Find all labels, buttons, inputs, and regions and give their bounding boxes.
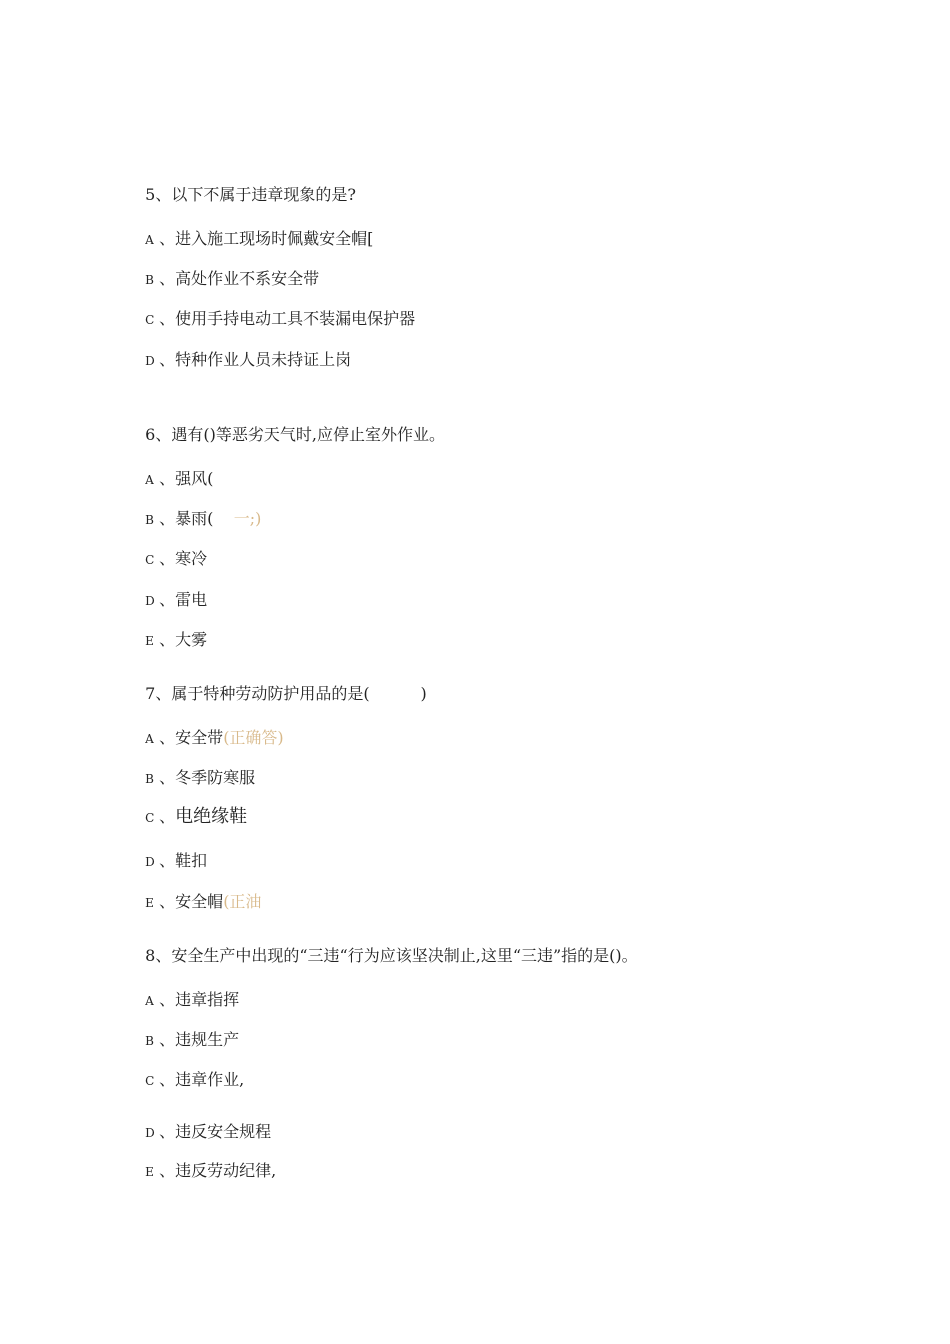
question-8-option-d[interactable] bbox=[135, 1102, 271, 1143]
question-6-option-c[interactable] bbox=[135, 529, 207, 570]
question-number: 5 bbox=[145, 185, 156, 204]
option-text: 安全帽 bbox=[175, 892, 224, 911]
question-5-stem bbox=[135, 165, 356, 205]
answer-annotation: (正油 bbox=[223, 892, 262, 911]
question-5-option-c[interactable] bbox=[135, 289, 415, 330]
option-text: 暴雨( bbox=[175, 509, 214, 528]
option-text: 雷电 bbox=[175, 590, 208, 609]
option-letter: C bbox=[145, 313, 155, 327]
option-letter: B bbox=[145, 1034, 154, 1048]
option-text: 违章指挥 bbox=[175, 990, 240, 1009]
question-8-option-a[interactable] bbox=[135, 970, 239, 1011]
option-text: 违规生产 bbox=[175, 1030, 240, 1049]
option-letter: A bbox=[145, 473, 154, 487]
separator: 、 bbox=[159, 851, 176, 870]
separator: 、 bbox=[159, 269, 176, 288]
question-5-option-b[interactable] bbox=[135, 249, 319, 290]
question-number: 8 bbox=[145, 946, 156, 965]
separator: 、 bbox=[159, 350, 176, 369]
option-letter: E bbox=[145, 1165, 154, 1179]
question-number: 7 bbox=[145, 684, 156, 703]
option-letter: A bbox=[145, 233, 154, 247]
separator: 、 bbox=[159, 1070, 176, 1089]
question-8-stem bbox=[135, 926, 638, 966]
option-letter: D bbox=[145, 855, 155, 869]
separator: 、 bbox=[159, 1161, 176, 1180]
option-letter: A bbox=[145, 994, 154, 1008]
separator: 、 bbox=[155, 684, 172, 703]
option-text: 寒冷 bbox=[175, 549, 208, 568]
option-text: 违章作业, bbox=[175, 1070, 245, 1089]
option-text: 强风( bbox=[175, 469, 214, 488]
question-6-option-b[interactable] bbox=[135, 489, 261, 530]
option-letter: A bbox=[145, 732, 154, 746]
question-5-option-d[interactable] bbox=[135, 330, 351, 371]
option-letter: B bbox=[145, 513, 154, 527]
option-letter: E bbox=[145, 896, 154, 910]
question-5-option-a[interactable] bbox=[135, 209, 373, 250]
separator: 、 bbox=[159, 1030, 176, 1049]
separator: 、 bbox=[159, 469, 176, 488]
separator: 、 bbox=[159, 728, 176, 747]
option-letter: D bbox=[145, 594, 155, 608]
question-8-option-c[interactable] bbox=[135, 1050, 244, 1091]
separator: 、 bbox=[159, 768, 176, 787]
option-letter: B bbox=[145, 273, 154, 287]
option-letter: D bbox=[145, 354, 155, 368]
question-text: 遇有()等恶劣天气时,应停止室外作业。 bbox=[171, 425, 445, 444]
option-text: 进入施工现场时佩戴安全帽[ bbox=[175, 229, 374, 248]
separator: 、 bbox=[159, 990, 176, 1009]
question-text: 属于特种劳动防护用品的是( ) bbox=[171, 684, 427, 703]
option-letter: E bbox=[145, 634, 154, 648]
question-number: 6 bbox=[145, 425, 156, 444]
option-text: 使用手持电动工具不装漏电保护器 bbox=[175, 309, 416, 328]
option-text: 大雾 bbox=[175, 630, 208, 649]
question-8-option-e[interactable] bbox=[135, 1141, 276, 1182]
separator: 、 bbox=[159, 892, 176, 911]
question-text: 安全生产中出现的“三违“行为应该坚决制止,这里“三违”指的是()。 bbox=[171, 946, 638, 965]
question-6-option-a[interactable] bbox=[135, 449, 213, 490]
question-6-stem bbox=[135, 405, 445, 445]
question-7-option-b[interactable] bbox=[135, 748, 255, 789]
separator: 、 bbox=[159, 630, 176, 649]
option-letter: C bbox=[145, 811, 155, 825]
option-text: 电绝缘鞋 bbox=[175, 806, 248, 827]
separator: 、 bbox=[159, 590, 176, 609]
option-text: 鞋扣 bbox=[175, 851, 208, 870]
option-text: 违反安全规程 bbox=[175, 1122, 272, 1141]
separator: 、 bbox=[155, 946, 172, 965]
separator: 、 bbox=[159, 549, 176, 568]
separator: 、 bbox=[159, 1122, 176, 1141]
option-text: 冬季防寒服 bbox=[175, 768, 256, 787]
question-text: 以下不属于违章现象的是? bbox=[171, 185, 356, 204]
question-6-option-e[interactable] bbox=[135, 610, 207, 651]
separator: 、 bbox=[159, 807, 176, 826]
option-text: 安全带 bbox=[175, 728, 224, 747]
question-7-option-a[interactable] bbox=[135, 708, 284, 749]
separator: 、 bbox=[155, 185, 172, 204]
separator: 、 bbox=[159, 229, 176, 248]
question-7-stem bbox=[135, 664, 427, 704]
option-text: 高处作业不系安全带 bbox=[175, 269, 320, 288]
question-8-option-b[interactable] bbox=[135, 1010, 239, 1051]
option-letter: D bbox=[145, 1126, 155, 1140]
question-7-option-c[interactable] bbox=[135, 787, 247, 828]
separator: 、 bbox=[155, 425, 172, 444]
answer-annotation: 一;) bbox=[213, 509, 262, 528]
option-letter: C bbox=[145, 1074, 155, 1088]
question-7-option-d[interactable] bbox=[135, 831, 207, 872]
answer-annotation: (正确答) bbox=[223, 728, 284, 747]
option-letter: C bbox=[145, 553, 155, 567]
separator: 、 bbox=[159, 509, 176, 528]
question-7-option-e[interactable] bbox=[135, 872, 261, 913]
option-letter: B bbox=[145, 772, 154, 786]
option-text: 违反劳动纪律, bbox=[175, 1161, 277, 1180]
option-text: 特种作业人员未持证上岗 bbox=[175, 350, 352, 369]
question-6-option-d[interactable] bbox=[135, 570, 207, 611]
separator: 、 bbox=[159, 309, 176, 328]
